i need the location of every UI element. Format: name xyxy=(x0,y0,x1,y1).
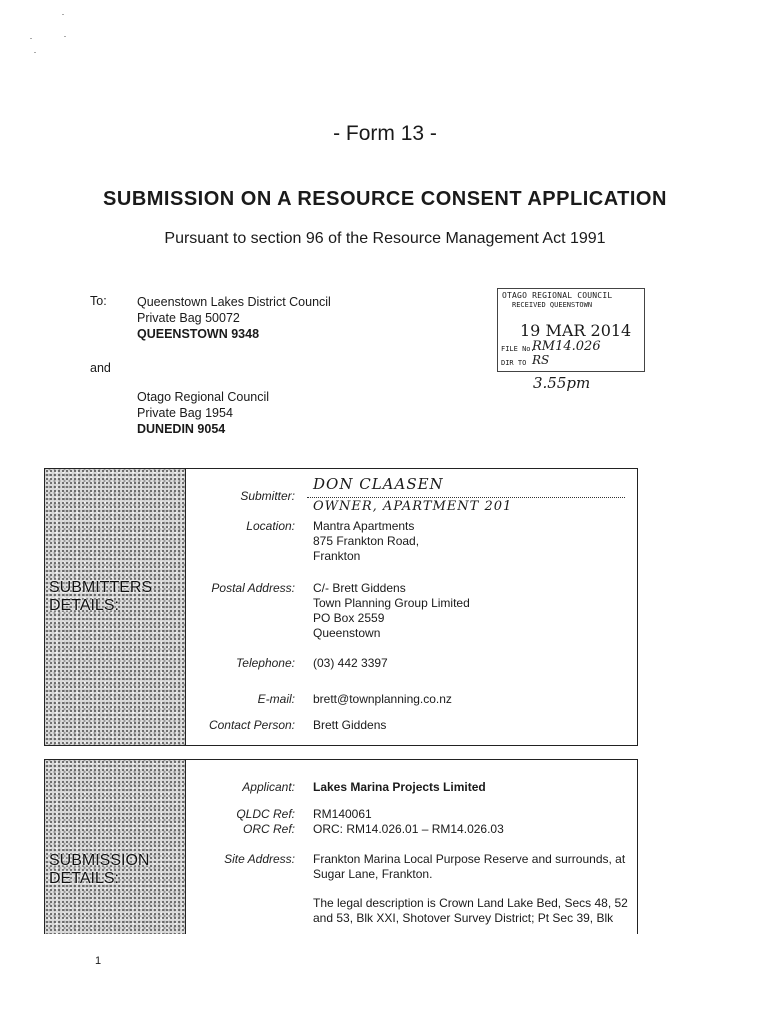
stamp-time: 3.55pm xyxy=(533,374,591,392)
submitter-details-box xyxy=(44,468,638,746)
site-address-label: Site Address: xyxy=(224,852,295,866)
address-line: Private Bag 50072 xyxy=(137,311,240,325)
qldc-ref-value: RM140061 xyxy=(313,807,372,821)
section-label: DETAILS: xyxy=(49,597,119,614)
telephone-label: Telephone: xyxy=(236,656,295,670)
contact-person-label: Contact Person: xyxy=(208,718,295,732)
location-label: Location: xyxy=(246,519,295,533)
location-line: Frankton xyxy=(313,549,361,563)
scan-speck xyxy=(34,52,36,53)
submitter-label: Submitter: xyxy=(240,489,295,503)
email-value: brett@townplanning.co.nz xyxy=(313,692,452,706)
orc-ref-label: ORC Ref: xyxy=(242,822,295,836)
postal-address-label: Postal Address: xyxy=(211,581,295,595)
stamp-file-label: FILE No. xyxy=(501,345,535,353)
location-line: Mantra Apartments xyxy=(313,519,415,533)
submitter-dotted-line xyxy=(307,497,625,498)
telephone-value: (03) 442 3397 xyxy=(313,656,388,670)
address-line: QUEENSTOWN 9348 xyxy=(137,327,260,341)
stamp-received: RECEIVED QUEENSTOWN xyxy=(512,301,593,309)
postal-line: Queenstown xyxy=(313,626,381,640)
location-value xyxy=(313,519,419,564)
applicant-value: Lakes Marina Projects Limited xyxy=(313,780,486,794)
stamp-file-value: RM14.026 xyxy=(532,339,601,354)
site-line: Sugar Lane, Frankton. xyxy=(313,867,433,881)
stamp-date: 19 MAR 2014 xyxy=(520,321,632,340)
orc-ref-value: ORC: RM14.026.01 – RM14.026.03 xyxy=(313,822,504,836)
scan-speck xyxy=(62,14,64,15)
submission-details-box xyxy=(44,759,638,934)
orc-address xyxy=(137,389,269,437)
address-line: Queenstown Lakes District Council xyxy=(137,295,331,309)
applicant-label: Applicant: xyxy=(242,780,295,794)
document-subtitle: Pursuant to section 96 of the Resource Management Act 1991 xyxy=(164,230,606,247)
site-line: Frankton Marina Local Purpose Reserve and surrounds, at xyxy=(313,852,626,866)
email-label: E-mail: xyxy=(257,692,295,706)
postal-line: Town Planning Group Limited xyxy=(313,596,470,610)
stamp-org: OTAGO REGIONAL COUNCIL xyxy=(502,291,613,300)
to-label: To: xyxy=(90,294,107,308)
scan-speck xyxy=(64,36,66,37)
received-stamp xyxy=(497,288,645,372)
legal-line: The legal description is Crown Land Lake Bed, Secs 48, 52 xyxy=(313,896,628,910)
section-label: DETAILS: xyxy=(49,870,119,887)
qldc-ref-label: QLDC Ref: xyxy=(236,807,295,821)
location-line: 875 Frankton Road, xyxy=(313,534,420,548)
scan-speck xyxy=(30,38,32,39)
document-title: SUBMISSION ON A RESOURCE CONSENT APPLICATION xyxy=(103,188,667,210)
submitter-value: DON CLAASEN xyxy=(313,475,444,493)
form-number: - Form 13 - xyxy=(333,122,437,145)
contact-person-value: Brett Giddens xyxy=(313,718,387,732)
and-label: and xyxy=(90,361,111,375)
postal-address-value xyxy=(313,581,470,641)
address-line: Otago Regional Council xyxy=(137,390,270,404)
site-address-value xyxy=(313,852,631,882)
legal-description xyxy=(313,896,631,926)
stamp-dir-label: DIR TO xyxy=(501,359,527,367)
qldc-address xyxy=(137,294,331,342)
section-label: SUBMISSION xyxy=(49,852,150,869)
submitter-note: OWNER, APARTMENT 201 xyxy=(313,499,513,514)
address-line: Private Bag 1954 xyxy=(137,406,233,420)
postal-line: C/- Brett Giddens xyxy=(313,581,406,595)
stamp-dir-value: RS xyxy=(532,353,550,367)
legal-line: and 53, Blk XXI, Shotover Survey District; Pt Sec 39, Blk xyxy=(313,911,614,925)
postal-line: PO Box 2559 xyxy=(313,611,385,625)
address-line: DUNEDIN 9054 xyxy=(137,422,226,436)
section-label: SUBMITTERS xyxy=(49,579,153,596)
page-number: 1 xyxy=(95,955,102,967)
